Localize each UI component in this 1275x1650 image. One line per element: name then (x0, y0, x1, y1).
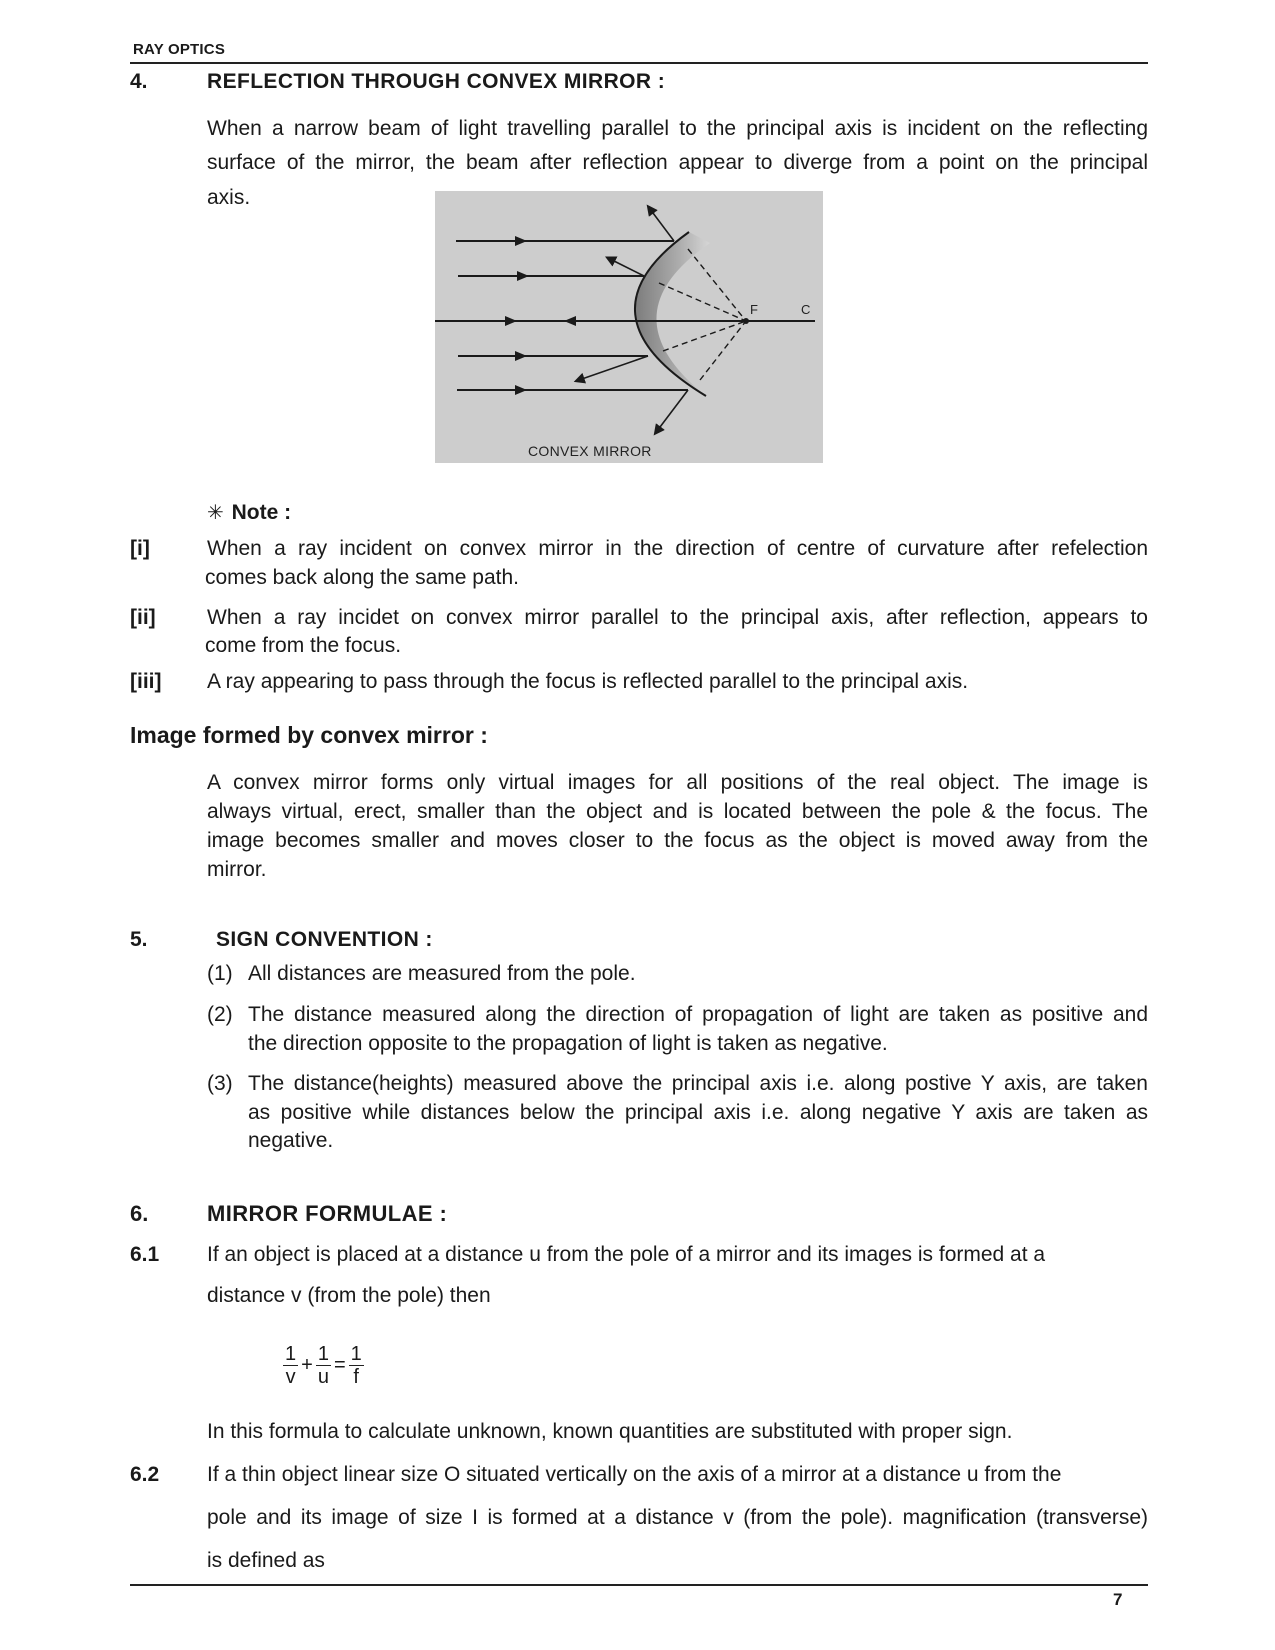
header-rule (130, 62, 1148, 64)
convex-mirror-figure (435, 191, 823, 463)
sign-item-label: (3) (207, 1072, 233, 1095)
note-item-label: [i] (130, 537, 150, 560)
note-item-line: A ray appearing to pass through the focus is reflected parallel to the principal axis. (207, 670, 969, 693)
note-item-line: come from the focus. (205, 634, 402, 657)
arrow-right-icon (515, 236, 527, 246)
section-6-number: 6. (130, 1201, 149, 1226)
fraction-1-over-v: $\frac{1}{v}$ (285, 1343, 297, 1388)
sign-item-line: All distances are measured from the pole. (248, 962, 636, 985)
image-formed-line: image becomes smaller and moves closer to the focus as the object is moved away from the (207, 829, 1148, 852)
section-4-para-line: When a narrow beam of light travelling parallel to the principal axis is incident on the reflecting (207, 117, 1148, 140)
asterisk-star-icon: ✳ (207, 502, 224, 524)
image-formed-line: always virtual, erect, smaller than the object and is located between the pole & the focus. The (207, 800, 1148, 823)
focus-point (743, 318, 749, 324)
section-4-para-line: axis. (207, 186, 251, 209)
note-item-line: When a ray incident on convex mirror in the direction of centre of curvature after refelection (207, 537, 1148, 560)
image-formed-line: mirror. (207, 858, 267, 881)
formula-explanation: In this formula to calculate unknown, known quantities are substituted with proper sign. (207, 1420, 1013, 1443)
reflected-ray (579, 356, 648, 380)
section-4-title: REFLECTION THROUGH CONVEX MIRROR : (207, 70, 666, 93)
ray-diagram (435, 191, 823, 463)
sign-item-line: negative. (248, 1129, 334, 1152)
arrow-right-icon (515, 385, 527, 395)
sign-item-label: (2) (207, 1003, 233, 1026)
page-number: 7 (1113, 1590, 1123, 1609)
arrow-right-icon (515, 351, 527, 361)
footer-rule (130, 1584, 1148, 1586)
focus-label: F (750, 302, 758, 317)
fraction-1-over-u: $\frac{1}{u}$ (317, 1343, 329, 1388)
arrow-left-icon (564, 316, 576, 326)
section-6-title: MIRROR FORMULAE : (207, 1201, 448, 1226)
subsection-6-1-line: distance v (from the pole) then (207, 1284, 491, 1307)
image-formed-line: A convex mirror forms only virtual images for all positions of the real object. The image is (207, 771, 1148, 794)
running-header: RAY OPTICS (133, 41, 226, 58)
figure-caption: CONVEX MIRROR (528, 443, 652, 459)
arrow-right-icon (505, 316, 517, 326)
virtual-ray (688, 249, 746, 321)
note-item-line: When a ray incidet on convex mirror parallel to the principal axis, after reflection, appears to (207, 606, 1148, 629)
plus-operator: + (301, 1354, 313, 1376)
image-formed-heading: Image formed by convex mirror : (130, 722, 488, 748)
sign-item-line: as positive while distances below the principal axis i.e. along negative Y axis are taken as (248, 1101, 1148, 1124)
subsection-6-2-line: If a thin object linear size O situated vertically on the axis of a mirror at a distance u from the (207, 1463, 1062, 1486)
section-4-para-line: surface of the mirror, the beam after reflection appear to diverge from a point on the principal (207, 151, 1148, 174)
subsection-6-2-line: is defined as (207, 1549, 325, 1572)
section-5-title: SIGN CONVENTION : (216, 928, 433, 951)
mirror-formula (283, 1343, 364, 1388)
subsection-6-1-line: If an object is placed at a distance u from the pole of a mirror and its images is formed at a (207, 1243, 1046, 1266)
reflected-ray (650, 209, 674, 241)
note-item-label: [ii] (130, 606, 156, 629)
centre-label: C (801, 302, 811, 317)
equals-operator: = (333, 1354, 346, 1376)
sign-item-label: (1) (207, 962, 233, 985)
fraction-1-over-f: $\frac{1}{f}$ (350, 1343, 362, 1388)
sign-item-line: The distance measured along the direction of propagation of light are taken as positive and (248, 1003, 1148, 1026)
note-item-line: comes back along the same path. (205, 566, 520, 589)
sign-item-line: the direction opposite to the propagation of light is taken as negative. (248, 1032, 888, 1055)
subsection-6-1-number: 6.1 (130, 1243, 160, 1266)
note-item-label: [iii] (130, 670, 162, 693)
section-5-number: 5. (130, 928, 148, 951)
reflected-ray (657, 390, 688, 431)
subsection-6-2-number: 6.2 (130, 1463, 160, 1486)
note-heading-text: Note : (231, 501, 292, 524)
subsection-6-2-line: pole and its image of size I is formed at a distance v (from the pole). magnification (transverse) (207, 1506, 1148, 1529)
reflected-ray (610, 259, 644, 276)
note-heading (207, 500, 291, 525)
section-4-number: 4. (130, 70, 148, 93)
arrow-right-icon (517, 271, 529, 281)
sign-item-line: The distance(heights) measured above the principal axis i.e. along postive Y axis, are taken (248, 1072, 1148, 1095)
virtual-ray (659, 283, 746, 321)
